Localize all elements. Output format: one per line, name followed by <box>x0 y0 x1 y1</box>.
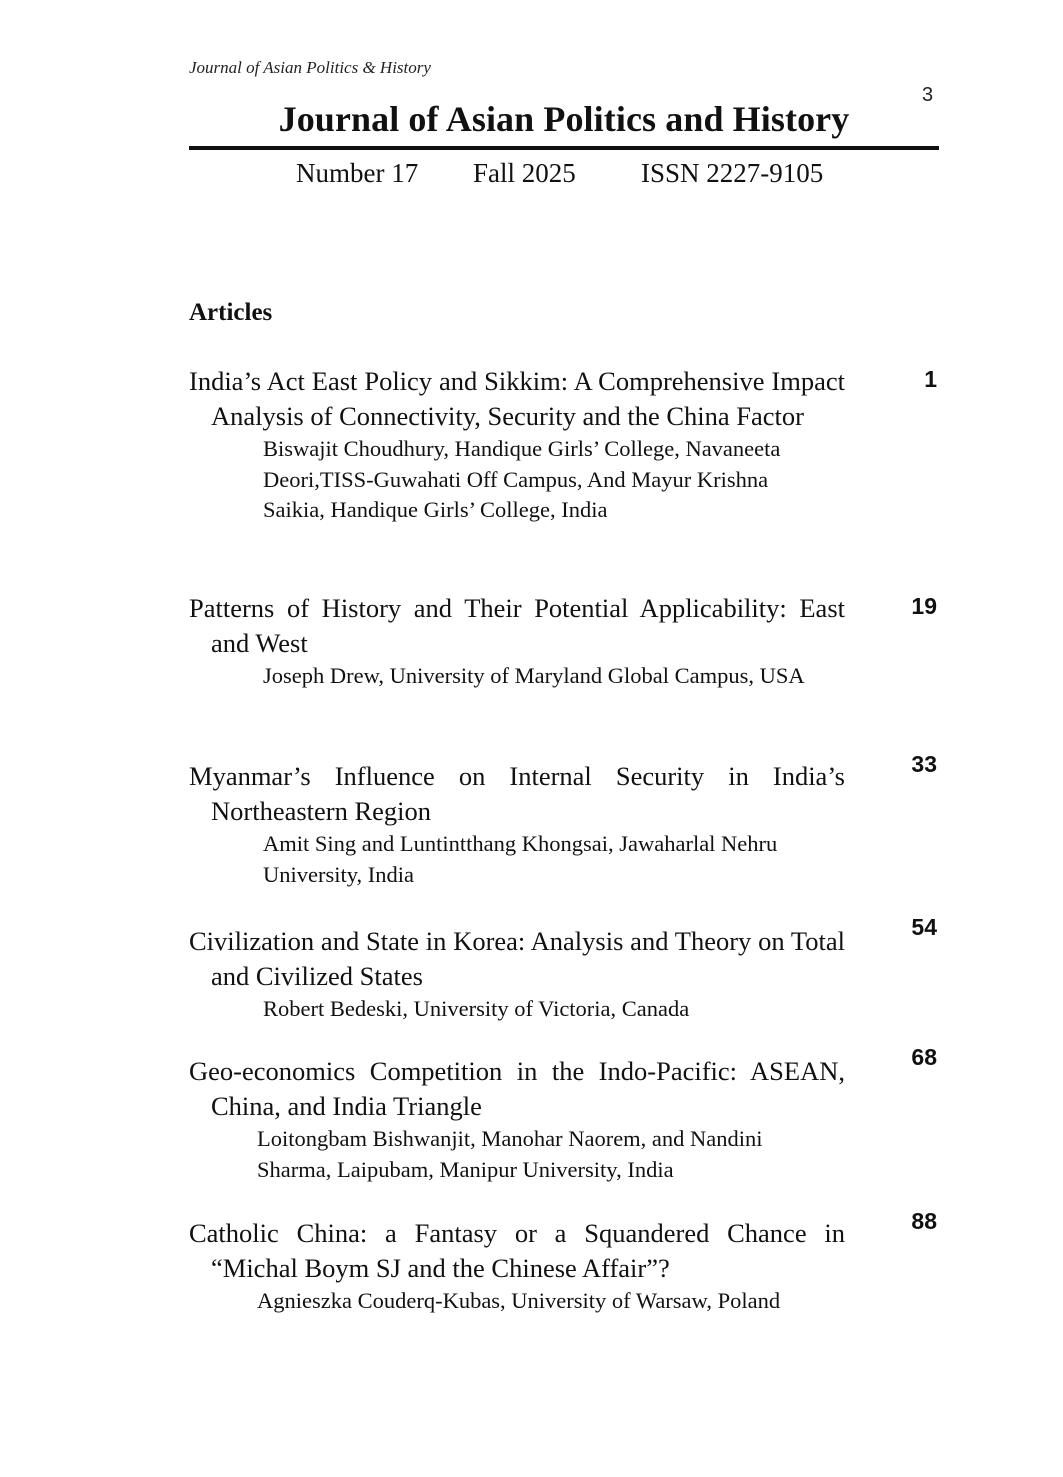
toc-entry[interactable] <box>189 751 939 890</box>
toc-entry[interactable] <box>189 364 939 526</box>
issue-season: Fall 2025 <box>473 158 576 188</box>
article-page-number: 19 <box>911 593 937 619</box>
section-heading: Articles <box>189 299 273 326</box>
article-title[interactable]: Catholic China: a Fantasy or a Squandered Chance in “Michal Boym SJ and the Chinese Affair”? <box>189 1218 845 1283</box>
article-page-number: 33 <box>911 751 937 777</box>
article-authors: Biswajit Choudhury, Handique Girls’ College, Navaneeta Deori,TISS-Guwahati Off Campus, And Mayur Krishna Saikia, Handique Girls’ College, India <box>263 436 781 522</box>
article-authors: Robert Bedeski, University of Victoria, Canada <box>263 996 690 1021</box>
article-title[interactable]: Myanmar’s Influence on Internal Security in India’s Northeastern Region <box>189 761 845 826</box>
toc-entry[interactable] <box>189 914 939 1025</box>
running-head: Journal of Asian Politics & History <box>189 58 431 77</box>
article-authors: Joseph Drew, University of Maryland Global Campus, USA <box>263 663 805 688</box>
article-page-number: 54 <box>911 914 937 940</box>
toc-entry[interactable] <box>189 591 939 692</box>
issue-number: Number 17 <box>296 158 419 188</box>
article-title[interactable]: Patterns of History and Their Potential Applicability: East and West <box>189 593 845 658</box>
article-title[interactable]: Civilization and State in Korea: Analysis and Theory on Total and Civilized States <box>189 926 845 991</box>
journal-title: Journal of Asian Politics and History <box>278 99 850 139</box>
issue-issn: ISSN 2227-9105 <box>641 158 824 188</box>
article-title[interactable]: India’s Act East Policy and Sikkim: A Comprehensive Impact Analysis of Connectivity, Security and the China Factor <box>189 366 845 431</box>
page-number: 3 <box>922 84 934 106</box>
article-page-number: 88 <box>911 1208 937 1234</box>
title-rule <box>189 146 939 150</box>
issue-line <box>296 158 823 189</box>
article-authors: Loitongbam Bishwanjit, Manohar Naorem, and Nandini Sharma, Laipubam, Manipur University, India <box>257 1126 763 1182</box>
article-title[interactable]: Geo-economics Competition in the Indo-Pacific: ASEAN, China, and India Triangle <box>189 1056 845 1121</box>
article-page-number: 68 <box>911 1044 937 1070</box>
toc-entry[interactable] <box>189 1208 939 1317</box>
article-authors: Amit Sing and Luntintthang Khongsai, Jawaharlal Nehru University, India <box>263 831 778 887</box>
article-authors: Agnieszka Couderq-Kubas, University of Warsaw, Poland <box>257 1288 781 1313</box>
toc-entry[interactable] <box>189 1044 939 1185</box>
article-page-number: 1 <box>924 366 937 392</box>
